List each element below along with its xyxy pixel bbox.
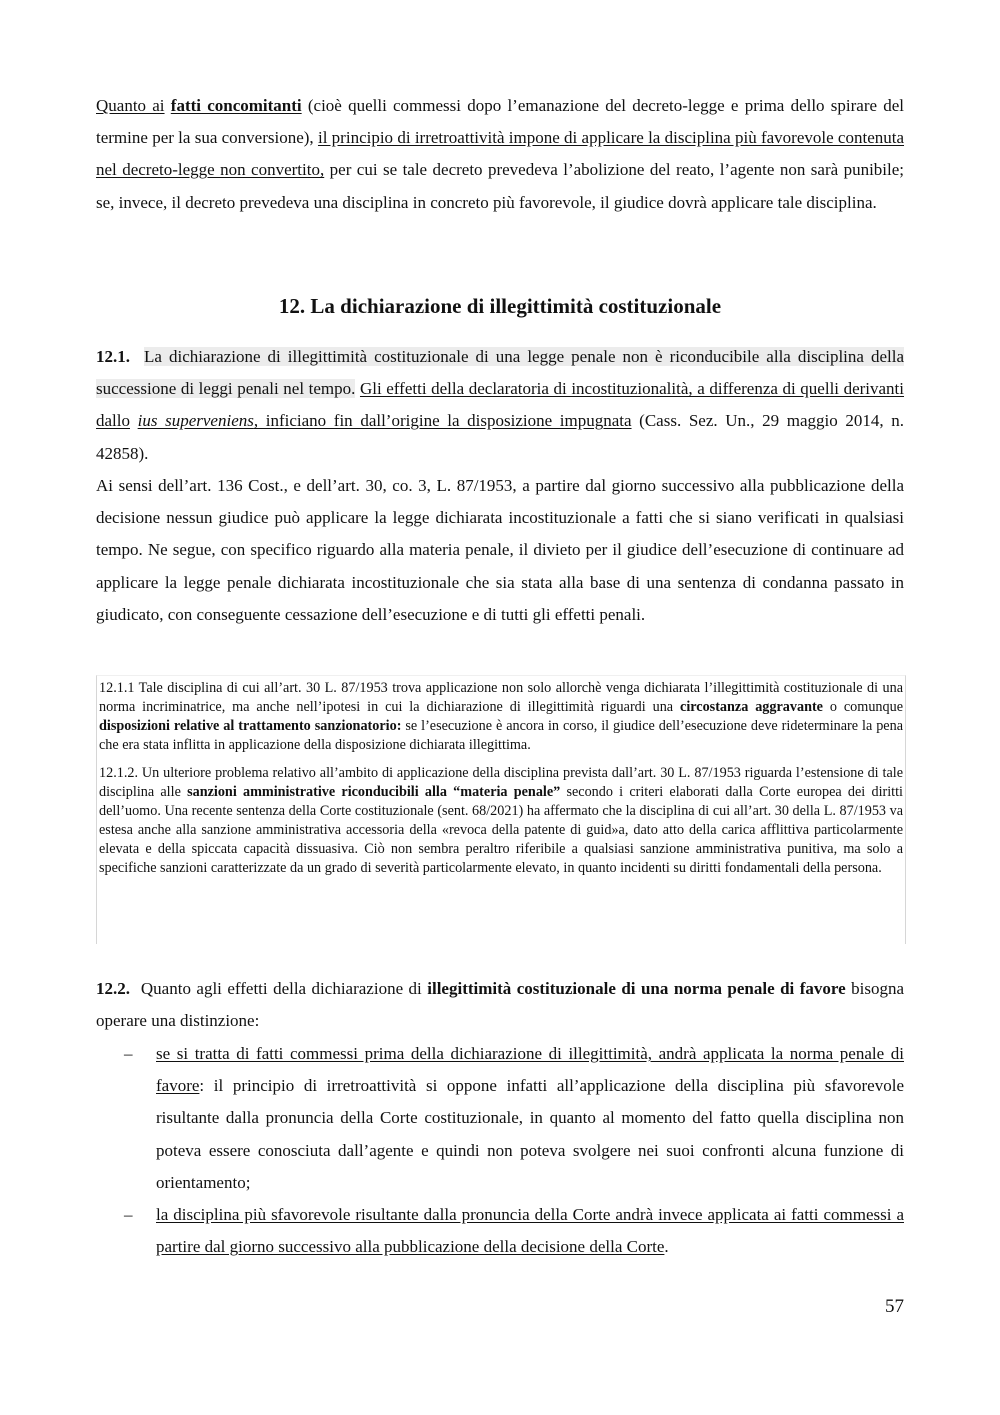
note2-s3: secondo i criteri elaborati dalla Corte europea dei diritti dell’uomo. Una recente sentenza della Corte costituzionale (sent. 68/2021) ha affermato che la disciplina di cui all’art. 30 della L. 87/1953 va estesa anche alla sanzione amministrativa accessoria della «revoca della patente di guid»a, dato atto della carica afflittiva particolarmente elevata e della spiccata capacità dissuasiva. Ciò non sembra peraltro riferibile a qualsiasi sanzione amministrativa punitiva, ma solo a specifiche sanzioni caratterizzate da un grado di severità particolarmente elevato, in quanto incidenti su diritti fondamentali della persona. (99, 784, 903, 876)
p122-s1: Quanto agli effetti della dichiarazione di (140, 979, 422, 998)
notes-box (96, 675, 906, 944)
intro-fatti-concomitanti: fatti concomitanti (170, 96, 302, 115)
note2-s1: 12.1.2. Un ulteriore problema relativo all’ambito di applicazione della disciplina prevista dall’art. 30 L. 87/1953 riguarda l’estensione di tale disciplina alle (99, 765, 903, 800)
note-12-1-1 (97, 676, 905, 755)
p121-s2: Gli effetti della declaratoria di incostituzionalità, a differenza di quelli derivanti dallo (96, 379, 905, 431)
dash-bullet: – (124, 1205, 133, 1225)
intro-s1: Quanto ai (96, 96, 165, 115)
paragraph-12-2 (96, 973, 904, 1037)
intro-s5: per cui se tale decreto prevedeva l’abolizione del reato, l’agente non sarà punibile; se, invece, il decreto prevedeva una disciplina in concreto più favorevole, il giudice dovrà applicare tale disciplina. (96, 160, 905, 212)
intro-paragraph (96, 90, 904, 219)
bullet-1-underlined: se si tratta di fatti commessi prima della dichiarazione di illegittimità, andrà applicata la norma penale di favore (156, 1044, 904, 1096)
p122-s3: bisogna operare una distinzione: (96, 979, 905, 1031)
note1-disposizioni: disposizioni relative al trattamento sanzionatorio: (99, 718, 402, 734)
note1-s5: se l’esecuzione è ancora in corso, il giudice dell’esecuzione deve rideterminare la pena che era stata inflitta in applicazione della disposizione dichiarata illegittima. (99, 718, 903, 753)
paragraph-number-12-1: 12.1. (96, 347, 130, 366)
bullet-1-rest: : il principio di irretroattività si oppone infatti all’applicazione della disciplina più sfavorevole risultante dalla pronuncia della Corte costituzionale, in quanto al momento del fatto quella disciplina non poteva essere conosciuta dall’agente e quindi non poteva svolgere nei suoi confronti alcuna funzione di orientamento; (156, 1076, 904, 1192)
paragraph-number-12-2: 12.2. (96, 979, 130, 998)
note1-circostanza: circostanza aggravante (680, 699, 823, 715)
paragraph-12-1-body: Ai sensi dell’art. 136 Cost., e dell’art. 30, co. 3, L. 87/1953, a partire dal giorno successivo alla pubblicazione della decisione nessun giudice può applicare la legge dichiarata incostituzionale a fatti che si siano verificati in qualsiasi tempo. Ne segue, con specifico riguardo alla materia penale, il divieto per il giudice dell’esecuzione di continuare ad applicare la legge penale dichiarata incostituzionale che sia stata alla base di una sentenza di condanna passato in giudicato, con conseguente cessazione dell’esecuzione e di tutti gli effetti penali. (96, 476, 904, 624)
intro-principle: il principio di irretroattività impone di applicare la disciplina più favorevole contenuta nel decreto-legge non convertito, (96, 128, 905, 180)
list-item (96, 1199, 904, 1263)
section-heading: 12. La dichiarazione di illegittimità costituzionale (278, 294, 722, 318)
bullet-2-underlined: la disciplina più sfavorevole risultante dalla pronuncia della Corte andrà invece applicata ai fatti commessi a partire dal giorno successivo alla pubblicazione della decisione della Corte (156, 1205, 904, 1257)
p121-s5: (Cass. Sez. Un., 29 maggio 2014, n. 42858). (96, 411, 905, 463)
p121-ius-superveniens: ius superveniens (137, 411, 254, 431)
p121-s1: La dichiarazione di illegittimità costituzionale di una legge penale non è riconducibile alla disciplina della successione di leggi penali nel tempo. (96, 347, 905, 399)
p121-s4: , inficiano fin dall’origine la disposizione impugnata (253, 411, 632, 431)
dash-bullet: – (124, 1044, 133, 1063)
note1-s1: 12.1.1 Tale disciplina di cui all’art. 30 L. 87/1953 trova applicazione non solo allorchè venga dichiarata l’illegittimità costituzionale di una norma incriminatrice, ma anche nell’ipotesi in cui la dichiarazione di illegittimità riguardi una (99, 680, 903, 715)
distinction-list (96, 1038, 904, 1263)
intro-s3: (cioè quelli commessi dopo l’emanazione del decreto-legge e prima dello spirare del termine per la sua conversione), (96, 96, 905, 148)
page-number: 57 (885, 1296, 904, 1317)
note-12-1-2 (97, 764, 905, 878)
bullet-2-rest: . (664, 1237, 669, 1257)
paragraph-12-1 (96, 341, 904, 470)
p122-s2: illegittimità costituzionale di una norma penale di favore (427, 979, 846, 998)
note2-sanzioni: sanzioni amministrative riconducibili alla “materia penale” (187, 784, 561, 800)
note1-s3: o comunque (829, 699, 903, 715)
list-item (96, 1038, 904, 1199)
